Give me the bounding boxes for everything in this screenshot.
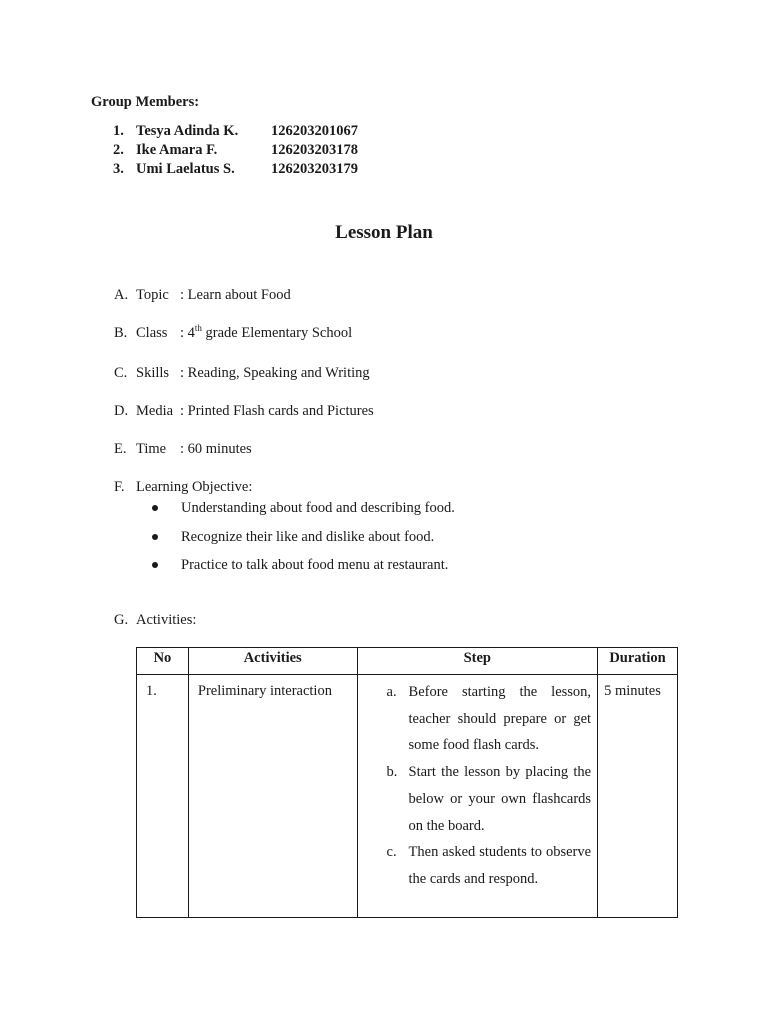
item-letter: E. bbox=[114, 441, 127, 457]
item-label: Learning Objective: bbox=[136, 479, 253, 495]
step-list bbox=[358, 675, 598, 893]
item-value bbox=[180, 323, 352, 343]
step-text: Start the lesson by placing the below or your own flashcards on the board. bbox=[408, 764, 592, 834]
table-row bbox=[137, 675, 678, 918]
item-letter: B. bbox=[114, 325, 128, 341]
step-label: b. bbox=[386, 764, 398, 781]
objective-text: Understanding about food and describing food. bbox=[181, 500, 455, 516]
activities-table bbox=[136, 647, 678, 918]
class-value-prefix: : 4 bbox=[180, 325, 195, 341]
step-label: c. bbox=[386, 844, 397, 861]
class-value-suffix: grade Elementary School bbox=[201, 325, 353, 341]
item-label: Skills bbox=[136, 365, 170, 381]
cell-no bbox=[137, 675, 189, 918]
step-text: Then asked students to observe the cards and respond. bbox=[408, 844, 592, 887]
item-value: : Printed Flash cards and Pictures bbox=[180, 403, 374, 419]
item-label: Time bbox=[136, 441, 167, 457]
activity-name: Preliminary interaction bbox=[197, 683, 332, 699]
objective-text: Practice to talk about food menu at restaurant. bbox=[181, 557, 449, 573]
member-id: 126203203179 bbox=[271, 161, 358, 177]
cell-activity bbox=[188, 675, 357, 918]
header-duration: Duration bbox=[598, 648, 678, 675]
member-number: 2. bbox=[113, 142, 124, 158]
step-item bbox=[358, 759, 598, 839]
item-value: : Reading, Speaking and Writing bbox=[180, 365, 370, 381]
step-item bbox=[358, 839, 598, 892]
member-number: 3. bbox=[113, 161, 124, 177]
member-name: Umi Laelatus S. bbox=[136, 161, 235, 177]
class-value-superscript: th bbox=[194, 323, 202, 334]
item-label: Media bbox=[136, 403, 174, 419]
item-value: : Learn about Food bbox=[180, 287, 291, 303]
item-letter: D. bbox=[114, 403, 129, 419]
bullet-icon bbox=[152, 534, 158, 540]
cell-steps bbox=[357, 675, 598, 918]
row-number: 1. bbox=[146, 683, 157, 699]
step-item bbox=[358, 679, 598, 759]
group-members-heading: Group Members: bbox=[91, 94, 200, 110]
item-label: Activities: bbox=[136, 612, 197, 628]
item-label: Class bbox=[136, 325, 168, 341]
step-label: a. bbox=[386, 684, 397, 700]
cell-duration bbox=[598, 675, 678, 918]
bullet-icon bbox=[152, 562, 158, 568]
header-activities: Activities bbox=[188, 648, 357, 675]
objective-text: Recognize their like and dislike about food. bbox=[181, 529, 435, 545]
item-letter: C. bbox=[114, 365, 128, 381]
step-text: Before starting the lesson, teacher should prepare or get some food flash cards. bbox=[408, 684, 592, 754]
member-name: Tesya Adinda K. bbox=[136, 123, 239, 139]
header-step: Step bbox=[357, 648, 598, 675]
member-name: Ike Amara F. bbox=[136, 142, 218, 158]
table-header-row bbox=[137, 648, 678, 675]
item-letter: G. bbox=[114, 612, 129, 628]
item-letter: A. bbox=[114, 287, 129, 303]
duration-value: 5 minutes bbox=[604, 683, 661, 699]
item-label: Topic bbox=[136, 287, 169, 303]
item-value: : 60 minutes bbox=[180, 441, 252, 457]
member-id: 126203201067 bbox=[271, 123, 358, 139]
item-letter: F. bbox=[114, 479, 125, 495]
bullet-icon bbox=[152, 505, 158, 511]
member-number: 1. bbox=[113, 123, 124, 139]
page-title: Lesson Plan bbox=[335, 222, 433, 243]
header-no: No bbox=[137, 648, 189, 675]
member-id: 126203203178 bbox=[271, 142, 358, 158]
